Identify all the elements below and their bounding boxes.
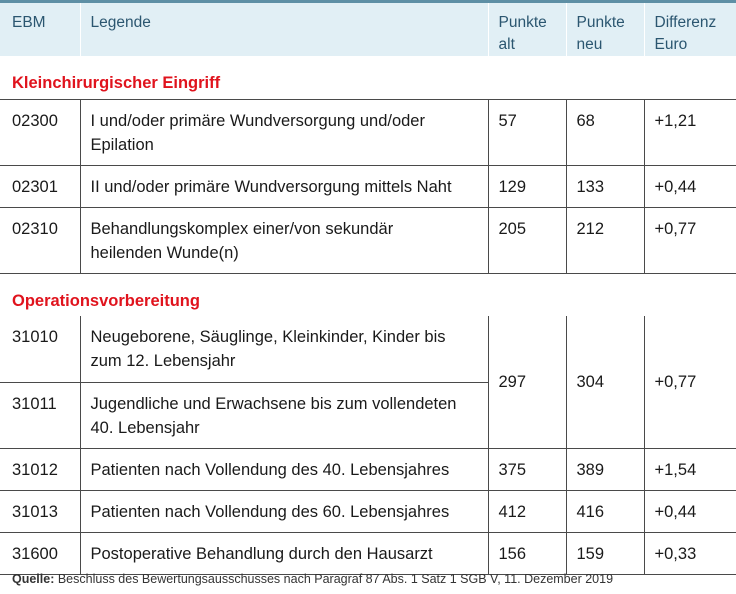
ebm-code: 02310 xyxy=(0,207,80,273)
punkte-alt-cell: 375 xyxy=(488,448,566,490)
ebm-code: 02300 xyxy=(0,99,80,165)
punkte-alt-cell: 205 xyxy=(488,207,566,273)
table-row xyxy=(0,316,736,382)
punkte-alt-cell: 412 xyxy=(488,490,566,532)
punkte-alt-cell: 297 xyxy=(488,316,566,448)
ebm-code: 02301 xyxy=(0,165,80,207)
punkte-neu-cell: 416 xyxy=(566,490,644,532)
source-text: Beschluss des Bewertungsausschusses nach Paragraf 87 Abs. 1 Satz 1 SGB V, 11. Dezember 2019 xyxy=(54,572,614,586)
punkte-neu-cell: 133 xyxy=(566,165,644,207)
differenz-cell: +0,44 xyxy=(644,490,736,532)
table-header-row xyxy=(0,3,736,56)
legende-cell: Patienten nach Vollendung des 40. Lebensjahres xyxy=(80,448,488,490)
section-title: Kleinchirurgischer Eingriff xyxy=(12,74,221,92)
legende-cell: I und/oder primäre Wundversorgung und/oder Epilation xyxy=(80,99,488,165)
punkte-neu-cell: 304 xyxy=(566,316,644,448)
source-note xyxy=(12,572,613,586)
differenz-cell: +0,33 xyxy=(644,532,736,574)
legende-cell: II und/oder primäre Wundversorgung mittels Naht xyxy=(80,165,488,207)
ebm-code: 31012 xyxy=(0,448,80,490)
legende-cell: Jugendliche und Erwachsene bis zum vollendeten 40. Lebensjahr xyxy=(80,382,488,448)
ebm-code: 31011 xyxy=(0,382,80,448)
table-row xyxy=(0,532,736,574)
legende-cell: Behandlungskomplex einer/von sekundär heilenden Wunde(n) xyxy=(80,207,488,273)
ebm-table xyxy=(0,3,736,575)
punkte-alt-cell: 57 xyxy=(488,99,566,165)
differenz-cell: +0,77 xyxy=(644,207,736,273)
table-row xyxy=(0,99,736,165)
table-row xyxy=(0,165,736,207)
source-label: Quelle: xyxy=(12,572,55,586)
punkte-neu-cell: 68 xyxy=(566,99,644,165)
header-ebm: EBM xyxy=(0,3,80,56)
header-punkte-neu: Punkte neu xyxy=(566,3,644,56)
ebm-code: 31013 xyxy=(0,490,80,532)
table-row xyxy=(0,490,736,532)
legende-cell: Postoperative Behandlung durch den Hausarzt xyxy=(80,532,488,574)
punkte-alt-cell: 129 xyxy=(488,165,566,207)
section-row xyxy=(0,56,736,99)
ebm-code: 31600 xyxy=(0,532,80,574)
section-title: Operationsvorbereitung xyxy=(0,273,736,316)
table-row xyxy=(0,207,736,273)
legende-cell: Patienten nach Vollendung des 60. Lebensjahres xyxy=(80,490,488,532)
differenz-cell: +1,54 xyxy=(644,448,736,490)
punkte-neu-cell: 212 xyxy=(566,207,644,273)
punkte-alt-cell: 156 xyxy=(488,532,566,574)
ebm-code: 31010 xyxy=(12,328,58,346)
header-punkte-alt: Punkte alt xyxy=(488,3,566,56)
punkte-neu-cell: 389 xyxy=(566,448,644,490)
section-row xyxy=(0,273,736,316)
punkte-neu-cell: 159 xyxy=(566,532,644,574)
legende-cell: Neugeborene, Säuglinge, Kleinkinder, Kinder bis zum 12. Lebensjahr xyxy=(80,316,488,382)
table-row xyxy=(0,448,736,490)
header-differenz: Differenz Euro xyxy=(644,3,736,56)
differenz-cell: +1,21 xyxy=(644,99,736,165)
differenz-cell: +0,44 xyxy=(644,165,736,207)
differenz-cell: +0,77 xyxy=(644,316,736,448)
header-legende: Legende xyxy=(80,3,488,56)
